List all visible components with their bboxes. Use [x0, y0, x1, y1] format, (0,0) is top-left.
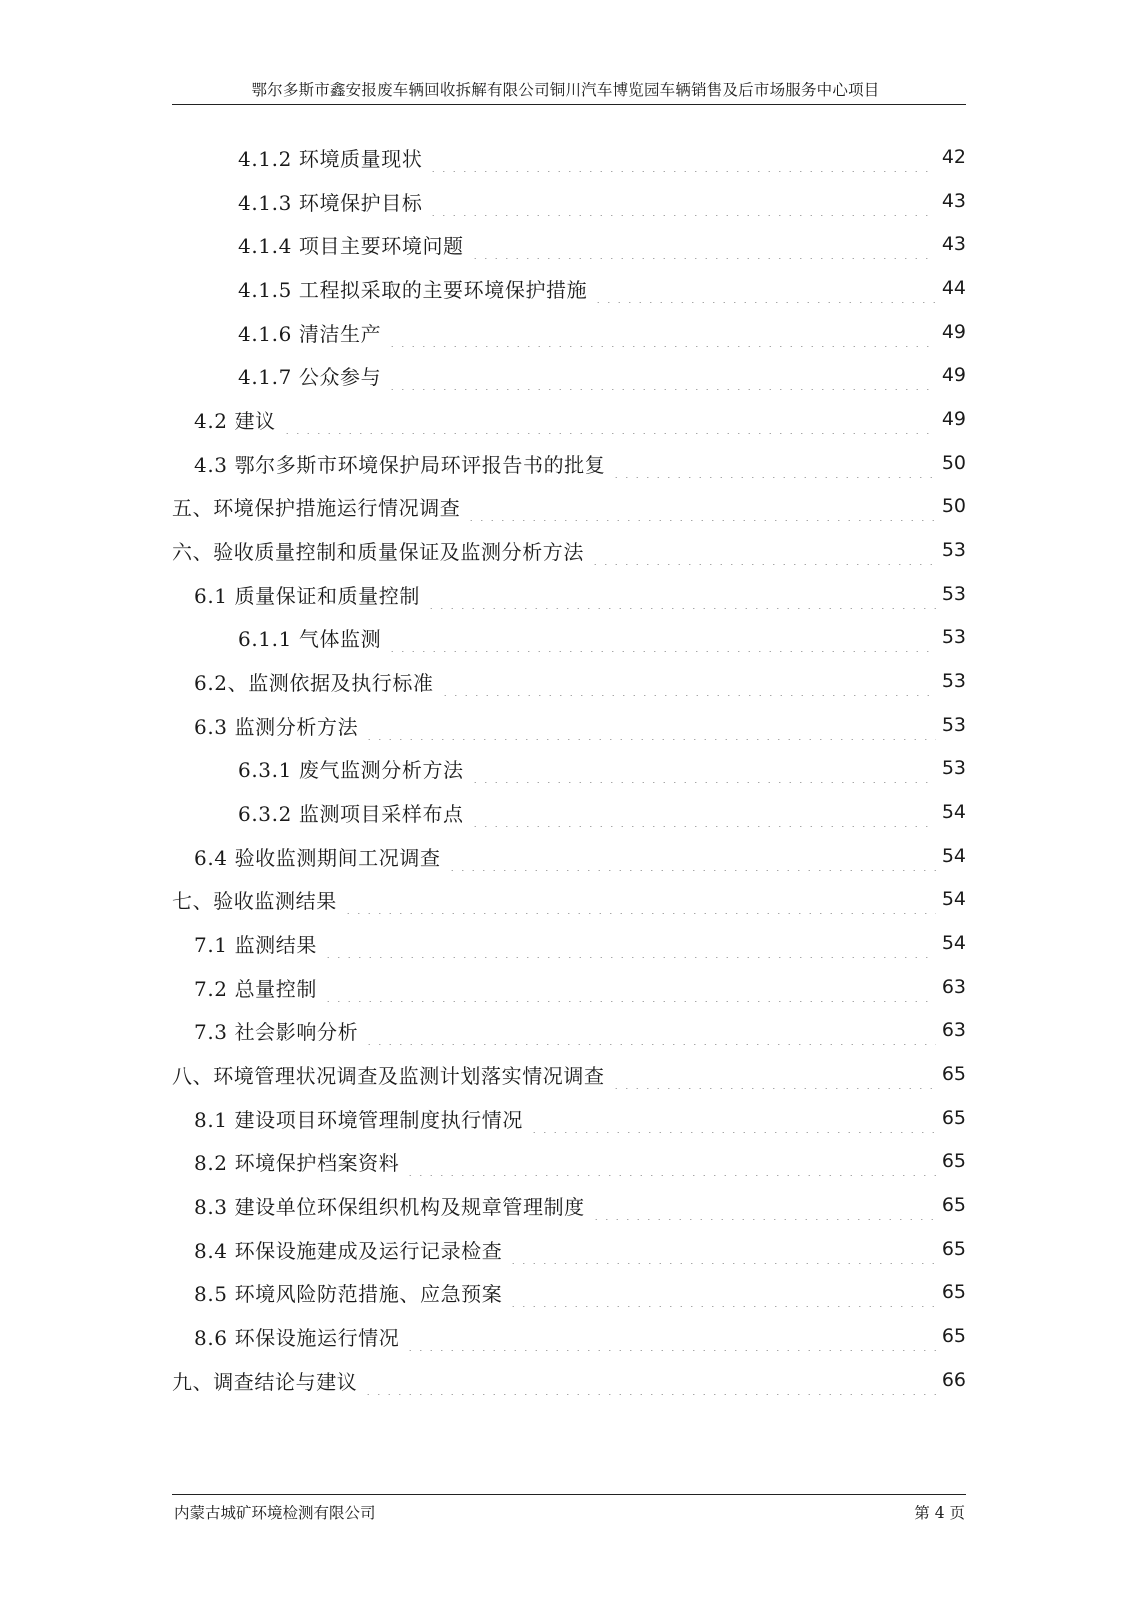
toc-entry-title: 4.1.5 工程拟采取的主要环境保护措施	[238, 277, 588, 302]
toc-dot-leader	[343, 884, 936, 914]
toc-entry-page: 53	[941, 757, 966, 779]
footer-page-number: 第 4 页	[914, 1504, 965, 1522]
toc-dot-leader	[387, 360, 936, 390]
toc-entry-title: 4.1.3 环境保护目标	[238, 190, 423, 215]
toc-entry-title: 五、环境保护措施运行情况调查	[172, 495, 461, 520]
toc-entry[interactable]	[194, 928, 966, 958]
toc-entry[interactable]	[194, 1277, 966, 1307]
footer-divider	[172, 1494, 966, 1495]
toc-entry-title: 6.1 质量保证和质量控制	[194, 583, 420, 608]
toc-dot-leader	[447, 841, 936, 871]
toc-dot-leader	[364, 710, 936, 740]
toc-entry-title: 7.1 监测结果	[194, 932, 317, 957]
toc-entry-title: 8.1 建设项目环境管理制度执行情况	[194, 1107, 523, 1132]
toc-dot-leader	[323, 928, 936, 958]
toc-entry-title: 8.2 环境保护档案资料	[194, 1150, 400, 1175]
toc-dot-leader	[470, 229, 936, 259]
toc-entry-page: 43	[941, 233, 966, 255]
toc-dot-leader	[508, 1277, 935, 1307]
toc-entry[interactable]	[238, 142, 966, 172]
toc-entry-page: 49	[941, 321, 966, 343]
toc-entry[interactable]	[194, 1234, 966, 1264]
toc-entry-page: 65	[941, 1238, 966, 1260]
toc-entry-title: 七、验收监测结果	[172, 888, 337, 913]
toc-entry[interactable]	[238, 753, 966, 783]
toc-dot-leader	[428, 186, 935, 216]
toc-dot-leader	[470, 797, 936, 827]
toc-entry[interactable]	[194, 404, 966, 434]
toc-entry-title: 九、调查结论与建议	[172, 1369, 358, 1394]
toc-entry-title: 4.1.4 项目主要环境问题	[238, 233, 464, 258]
toc-entry-title: 6.4 验收监测期间工况调查	[194, 845, 441, 870]
toc-dot-leader	[323, 972, 936, 1002]
toc-dot-leader	[611, 1059, 936, 1089]
toc-entry-title: 6.3 监测分析方法	[194, 714, 359, 739]
toc-entry[interactable]	[194, 710, 966, 740]
toc-entry-page: 66	[941, 1369, 966, 1391]
toc-dot-leader	[529, 1103, 936, 1133]
toc-entry[interactable]	[194, 1146, 966, 1176]
toc-dot-leader	[364, 1015, 936, 1045]
toc-entry-page: 53	[941, 583, 966, 605]
toc-entry[interactable]	[194, 1321, 966, 1351]
toc-dot-leader	[591, 1190, 936, 1220]
toc-entry[interactable]	[172, 491, 966, 521]
toc-entry-title: 8.4 环保设施建成及运行记录检查	[194, 1238, 503, 1263]
toc-entry-title: 八、环境管理状况调查及监测计划落实情况调查	[172, 1063, 605, 1088]
toc-entry[interactable]	[238, 186, 966, 216]
toc-entry-page: 65	[941, 1194, 966, 1216]
toc-entry-page: 65	[941, 1281, 966, 1303]
header-divider	[172, 104, 966, 105]
toc-dot-leader	[470, 753, 936, 783]
toc-entry-page: 42	[941, 146, 966, 168]
toc-entry[interactable]	[172, 1365, 966, 1395]
toc-entry-title: 6.3.2 监测项目采样布点	[238, 801, 464, 826]
toc-entry-title: 4.1.7 公众参与	[238, 364, 382, 389]
toc-dot-leader	[440, 666, 936, 696]
toc-entry[interactable]	[238, 317, 966, 347]
toc-entry[interactable]	[194, 972, 966, 1002]
toc-entry-page: 43	[941, 190, 966, 212]
toc-dot-leader	[611, 448, 935, 478]
toc-entry[interactable]	[172, 535, 966, 565]
toc-dot-leader	[405, 1321, 935, 1351]
toc-entry-title: 6.2、监测依据及执行标准	[194, 670, 434, 695]
toc-entry[interactable]	[194, 1190, 966, 1220]
toc-entry-page: 49	[941, 364, 966, 386]
toc-entry-page: 50	[941, 452, 966, 474]
toc-entry[interactable]	[194, 1103, 966, 1133]
toc-entry[interactable]	[194, 1015, 966, 1045]
toc-entry[interactable]	[172, 1059, 966, 1089]
toc-entry-page: 53	[941, 626, 966, 648]
toc-entry-title: 7.2 总量控制	[194, 976, 317, 1001]
toc-entry[interactable]	[194, 666, 966, 696]
toc-entry-title: 8.5 环境风险防范措施、应急预案	[194, 1281, 503, 1306]
toc-entry[interactable]	[238, 273, 966, 303]
running-header-title: 鄂尔多斯市鑫安报废车辆回收拆解有限公司铜川汽车博览园车辆销售及后市场服务中心项目	[251, 81, 880, 99]
toc-entry-title: 六、验收质量控制和质量保证及监测分析方法	[172, 539, 584, 564]
toc-dot-leader	[387, 622, 936, 652]
toc-entry-title: 4.1.2 环境质量现状	[238, 146, 423, 171]
toc-dot-leader	[387, 317, 936, 347]
toc-entry[interactable]	[238, 622, 966, 652]
toc-dot-leader	[428, 142, 935, 172]
toc-dot-leader	[282, 404, 936, 434]
toc-entry-page: 63	[941, 1019, 966, 1041]
toc-entry[interactable]	[238, 360, 966, 390]
footer-company: 内蒙古城矿环境检测有限公司	[174, 1504, 376, 1522]
toc-entry-title: 6.3.1 废气监测分析方法	[238, 757, 464, 782]
toc-entry-page: 53	[941, 714, 966, 736]
toc-entry-page: 50	[941, 495, 966, 517]
toc-entry-title: 4.1.6 清洁生产	[238, 321, 382, 346]
toc-dot-leader	[593, 273, 936, 303]
toc-entry[interactable]	[238, 229, 966, 259]
toc-dot-leader	[590, 535, 936, 565]
toc-dot-leader	[508, 1234, 935, 1264]
toc-entry-page: 53	[941, 539, 966, 561]
toc-entry[interactable]	[172, 884, 966, 914]
toc-entry-page: 54	[941, 845, 966, 867]
toc-dot-leader	[466, 491, 935, 521]
toc-entry-page: 65	[941, 1325, 966, 1347]
toc-dot-leader	[426, 579, 936, 609]
toc-entry-title: 8.3 建设单位环保组织机构及规章管理制度	[194, 1194, 585, 1219]
toc-entry-page: 65	[941, 1063, 966, 1085]
toc-entry-page: 54	[941, 888, 966, 910]
toc-entry-page: 65	[941, 1107, 966, 1129]
toc-entry-title: 7.3 社会影响分析	[194, 1019, 359, 1044]
toc-dot-leader	[405, 1146, 935, 1176]
toc-entry-page: 53	[941, 670, 966, 692]
toc-entry-page: 65	[941, 1150, 966, 1172]
toc-entry-title: 6.1.1 气体监测	[238, 626, 382, 651]
toc-entry[interactable]	[238, 797, 966, 827]
toc-entry-page: 63	[941, 976, 966, 998]
toc-entry-title: 4.3 鄂尔多斯市环境保护局环评报告书的批复	[194, 452, 606, 477]
toc-entry-title: 4.2 建议	[194, 408, 276, 433]
toc-entry-page: 44	[941, 277, 966, 299]
toc-entry-page: 54	[941, 932, 966, 954]
toc-entry[interactable]	[194, 448, 966, 478]
toc-dot-leader	[363, 1365, 935, 1395]
toc-entry[interactable]	[194, 841, 966, 871]
toc-entry-page: 49	[941, 408, 966, 430]
toc-entry-page: 54	[941, 801, 966, 823]
toc-entry[interactable]	[194, 579, 966, 609]
toc-entry-title: 8.6 环保设施运行情况	[194, 1325, 400, 1350]
